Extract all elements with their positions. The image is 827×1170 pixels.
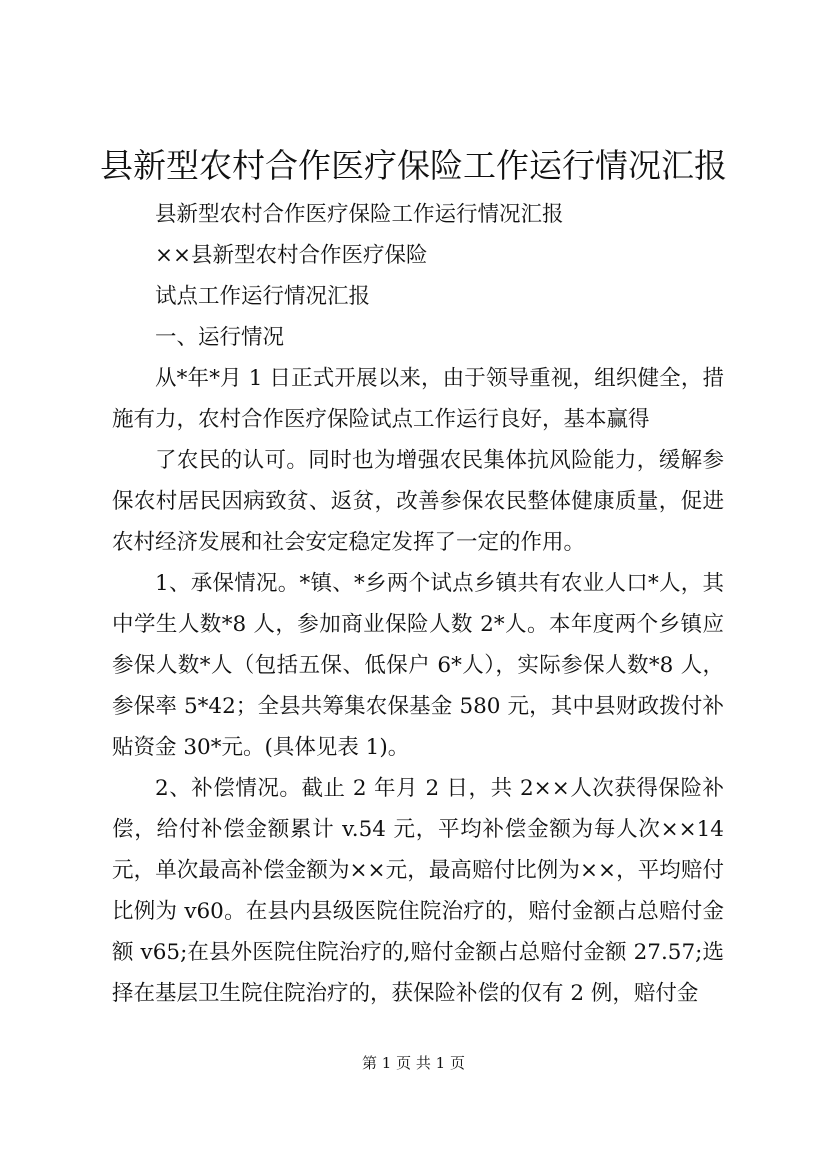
- paragraph-recognition: 了农民的认可。同时也为增强农民集体抗风险能力，缓解参保农村居民因病致贫、返贫，改善参保农民整体健康质量，促进农村经济发展和社会安定稳定发挥了一定的作用。: [112, 448, 724, 555]
- document-body: [112, 194, 724, 1014]
- paragraph-county-heading: ××县新型农村合作医疗保险: [155, 243, 428, 268]
- page-number-footer: 第 1 页 共 1 页: [362, 1054, 465, 1072]
- section-heading-operation: 一、运行情况: [155, 325, 285, 350]
- paragraph-intro: 从*年*月 1 日正式开展以来，由于领导重视，组织健全，措施有力，农村合作医疗保险试点工作运行良好，基本赢得: [112, 366, 724, 432]
- paragraph-report-heading: 试点工作运行情况汇报: [155, 284, 371, 309]
- document-title: 县新型农村合作医疗保险工作运行情况汇报: [100, 146, 727, 185]
- paragraph-subtitle: 县新型农村合作医疗保险工作运行情况汇报: [155, 202, 564, 227]
- paragraph-compensation: 2、补偿情况。截止 2 年月 2 日，共 2××人次获得保险补偿，给付补偿金额累计 v.54 元，平均补偿金额为每人次××14 元，单次最高补偿金额为××元，最高赔付比例为××，平均赔付比例为 v60。在县内县级医院住院治疗的，赔付金额占总赔付金额 v65;在县外医院住院治疗的,赔付金额占总赔付金额 27.57;选择在基层卫生院住院治疗的，获保险补偿的仅有 2 例，赔付金: [112, 776, 724, 1006]
- paragraph-enrollment: 1、承保情况。*镇、*乡两个试点乡镇共有农业人口*人，其中学生人数*8 人，参加商业保险人数 2*人。本年度两个乡镇应参保人数*人（包括五保、低保户 6*人），实际参保人数*8 人，参保率 5*42；全县共筹集农保基金 580 元，其中县财政拨付补贴资金 30*元。(具体见表 1)。: [112, 571, 724, 760]
